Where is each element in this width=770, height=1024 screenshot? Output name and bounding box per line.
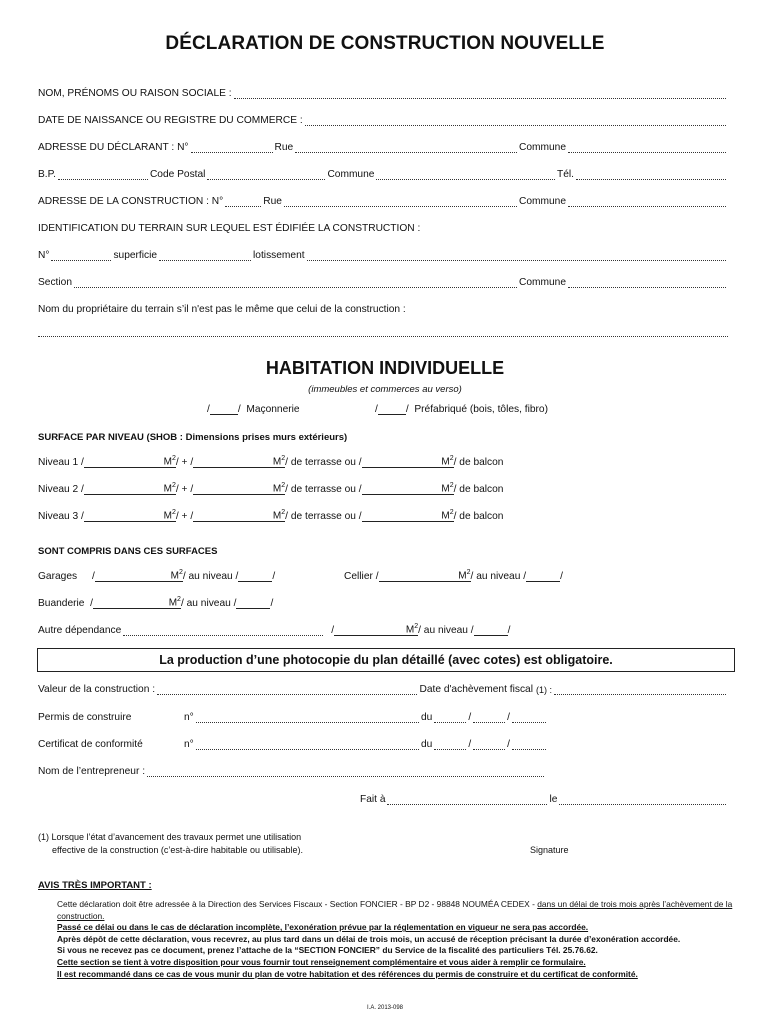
le-label: le [549, 794, 558, 805]
permis-row: Permis de construire n° du / / [38, 712, 548, 723]
niveau-2-extra-input[interactable]: $M^2$ [193, 482, 285, 495]
au-niveau-label: / au niveau / [182, 571, 239, 582]
niveau-2-row: Niveau 2 / $M^2$ / + / $M^2$ / de terrasse ou / $M^2$ / de balcon [38, 482, 504, 495]
niveau-1-label: Niveau 1 [38, 457, 79, 468]
compris-heading: SONT COMPRIS DANS CES SURFACES [38, 546, 218, 557]
niveau-3-label: Niveau 3 [38, 511, 79, 522]
terrain-numero-input[interactable] [51, 251, 111, 261]
note-ref: (1) : [535, 685, 552, 695]
commune4-input[interactable] [568, 278, 726, 288]
valeur-label: Valeur de la construction : [38, 684, 156, 695]
certificat-row: Certificat de conformité n° du / / [38, 739, 548, 750]
date-achevement-input[interactable] [554, 685, 726, 695]
niveau-3-surface-input[interactable]: $M^2$ [84, 509, 176, 522]
bp-input[interactable] [58, 170, 148, 180]
nom-input[interactable] [234, 89, 726, 99]
section-label: Section [38, 277, 72, 288]
entrepreneur-input[interactable] [147, 767, 544, 777]
identification-label: IDENTIFICATION DU TERRAIN SUR LEQUEL EST ÉDIFIÉE LA CONSTRUCTION : [38, 223, 421, 234]
niveau-1-row: Niveau 1 / $M^2$ / + / $M^2$ / de terrasse ou / $M^2$ / de balcon [38, 455, 504, 468]
entrepreneur-row [38, 766, 546, 777]
au-niveau-label: / au niveau / [180, 598, 237, 609]
commune2-label: Commune [327, 169, 375, 180]
fait-input[interactable] [387, 795, 547, 805]
tel-label: Tél. [557, 169, 574, 180]
adresse-declarant-row [38, 142, 728, 153]
section-row [38, 277, 728, 288]
certificat-label: Certificat de conformité [38, 739, 143, 750]
fait-label: Fait à [360, 794, 386, 805]
proprietaire-label: Nom du propriétaire du terrain s’il n'est pas le même que celui de la construction : [38, 304, 406, 315]
surface-heading: SURFACE PAR NIVEAU (SHOB : Dimensions prises murs extérieurs) [38, 432, 348, 443]
garages-niveau-input[interactable] [238, 571, 272, 582]
notice-box: La production d’une photocopie du plan détaillé (avec cotes) est obligatoire. [37, 648, 735, 672]
avis-paragraph-4: Si vous ne recevez pas ce document, prenez l’attache de la “SECTION FONCIER” du Service de la fiscalité des particuliers Tél. 25.76.62. [57, 945, 598, 956]
valeur-row [38, 684, 728, 695]
certificat-du-label: du [420, 739, 433, 750]
niveau-1-terrasse-input[interactable]: $M^2$ [362, 455, 454, 468]
buanderie-surface-input[interactable]: $M^2$ [93, 596, 181, 609]
maconnerie-label: Maçonnerie [246, 404, 300, 415]
naissance-field-row [38, 115, 728, 126]
page-title: DÉCLARATION DE CONSTRUCTION NOUVELLE [165, 33, 605, 54]
commune3-label: Commune [519, 196, 566, 207]
footnote-line1: (1) Lorsque l’état d’avancement des travaux permet une utilisation [38, 832, 302, 842]
permis-annee-input[interactable] [512, 713, 546, 723]
signature-label: Signature [530, 845, 569, 855]
plus-sign: / + / [175, 457, 194, 468]
avis-text [57, 899, 747, 980]
maconnerie-checkbox[interactable] [210, 404, 238, 415]
commune4-label: Commune [519, 277, 566, 288]
adresse-declarant-label: ADRESSE DU DÉCLARANT : N° [38, 142, 189, 153]
bp-label: B.P. [38, 169, 56, 180]
rue2-label: Rue [263, 196, 282, 207]
rue-label: Rue [274, 142, 294, 153]
prefabrique-label: Préfabriqué (bois, tôles, fibro) [414, 404, 548, 415]
permis-n-label: n° [184, 712, 194, 723]
cellier-label: Cellier [344, 571, 373, 582]
cellier-surface-input[interactable]: $M^2$ [379, 569, 471, 582]
code-postal-label: Code Postal [149, 169, 206, 180]
balcon-label: / de balcon [453, 457, 504, 468]
garages-row: Garages / $M^2$ / au niveau / / [38, 569, 276, 582]
permis-numero-input[interactable] [196, 713, 419, 723]
autre-row: Autre dépendance / $M^2$ / au niveau / / [38, 623, 511, 636]
niveau-3-terrasse-input[interactable]: $M^2$ [362, 509, 454, 522]
bp-row [38, 169, 728, 180]
prefabrique-checkbox[interactable] [378, 404, 406, 415]
buanderie-row: Buanderie / $M^2$ / au niveau / / [38, 596, 274, 609]
commune-label: Commune [519, 142, 566, 153]
certificat-jour-input[interactable] [434, 740, 466, 750]
form-reference: I.A. 2013-098 [366, 1005, 404, 1011]
garages-label: Garages [38, 571, 78, 582]
habitation-subtitle: (immeubles et commerces au verso) [308, 384, 462, 395]
naissance-label: DATE DE NAISSANCE OU REGISTRE DU COMMERCE : [38, 115, 303, 126]
autre-surface-input[interactable]: $M^2$ [334, 623, 418, 636]
proprietaire-input[interactable] [38, 330, 728, 337]
permis-jour-input[interactable] [434, 713, 466, 723]
nom-field-row [38, 88, 728, 99]
terrain-numero-label: N° [38, 250, 50, 261]
nom-label: NOM, PRÉNOMS OU RAISON SOCIALE : [38, 88, 232, 99]
avis-paragraph-1: Cette déclaration doit être adressée à la Direction des Services Fiscaux - Section FONCIER - BP D2 - 98848 NOUMÉA CEDEX - dans un délai de trois mois après l’achèvement de la construction. [57, 899, 733, 921]
tel-input[interactable] [576, 170, 726, 180]
naissance-input[interactable] [305, 116, 726, 126]
entrepreneur-label: Nom de l’entrepreneur : [38, 766, 146, 777]
certificat-n-label: n° [184, 739, 194, 750]
avis-paragraph-2: Passé ce délai ou dans le cas de déclaration incomplète, l’exonération prévue par la réglementation en vigueur ne sera pas accordée. [57, 922, 589, 933]
date-achevement-label: Date d'achèvement fiscal [419, 684, 533, 695]
autre-input[interactable] [123, 626, 323, 636]
fait-row [360, 794, 728, 805]
le-input[interactable] [559, 795, 726, 805]
autre-label: Autre dépendance [38, 625, 122, 636]
permis-du-label: du [420, 712, 433, 723]
prefabrique-option: / / Préfabriqué (bois, tôles, fibro) [375, 404, 548, 415]
rue2-input[interactable] [284, 197, 517, 207]
terrain-row [38, 250, 728, 261]
niveau-2-surface-input[interactable]: $M^2$ [84, 482, 176, 495]
au-niveau-label: / au niveau / [418, 625, 474, 636]
lotissement-input[interactable] [307, 251, 726, 261]
balcon-label: / de balcon [453, 484, 504, 495]
rue-input[interactable] [295, 143, 517, 153]
niveau-3-extra-input[interactable]: $M^2$ [193, 509, 285, 522]
commune-input[interactable] [568, 143, 726, 153]
permis-label: Permis de construire [38, 712, 132, 723]
certificat-numero-input[interactable] [196, 740, 419, 750]
valeur-input[interactable] [157, 685, 417, 695]
code-postal-input[interactable] [207, 170, 325, 180]
adresse-construction-row [38, 196, 728, 207]
cellier-niveau-input[interactable] [526, 571, 560, 582]
adresse-numero-input[interactable] [191, 143, 273, 153]
section-input[interactable] [74, 278, 517, 288]
terrasse-label: / de terrasse ou / [285, 484, 362, 495]
certificat-mois-input[interactable] [473, 740, 505, 750]
plus-sign: / + / [175, 511, 194, 522]
superficie-label: superficie [113, 250, 158, 261]
niveau-1-surface-input[interactable]: $M^2$ [84, 455, 176, 468]
adresse-construction-label: ADRESSE DE LA CONSTRUCTION : N° [38, 196, 224, 207]
commune2-input[interactable] [376, 170, 555, 180]
balcon-label: / de balcon [453, 511, 504, 522]
avis-paragraph-6: Il est recommandé dans ce cas de vous munir du plan de votre habitation et des références du permis de construire et du certificat de conformité. [57, 968, 638, 979]
autre-niveau-input[interactable] [474, 625, 508, 636]
permis-mois-input[interactable] [473, 713, 505, 723]
avis-paragraph-3: Après dépôt de cette déclaration, vous recevrez, au plus tard dans un délai de trois mois, un accusé de réception précisant la durée d’exonération accordée. [57, 933, 681, 944]
maconnerie-option: / / Maçonnerie [207, 404, 300, 415]
buanderie-label: Buanderie [38, 598, 85, 609]
niveau-2-label: Niveau 2 [38, 484, 79, 495]
habitation-title: HABITATION INDIVIDUELLE [265, 358, 505, 378]
au-niveau-label: / au niveau / [470, 571, 527, 582]
terrasse-label: / de terrasse ou / [285, 511, 362, 522]
avis-paragraph-5: Cette section se tient à votre disposition pour vous fournir tout renseignement complémentaire et vous aider à remplir ce formulaire. [57, 956, 586, 967]
niveau-1-extra-input[interactable]: $M^2$ [193, 455, 285, 468]
niveau-3-row: Niveau 3 / $M^2$ / + / $M^2$ / de terrasse ou / $M^2$ / de balcon [38, 509, 504, 522]
commune3-input[interactable] [568, 197, 726, 207]
construction-numero-input[interactable] [225, 197, 261, 207]
niveau-2-terrasse-input[interactable]: $M^2$ [362, 482, 454, 495]
plus-sign: / + / [175, 484, 194, 495]
footnote-line2: effective de la construction (c’est-à-dire habitable ou utilisable). [52, 845, 303, 855]
terrasse-label: / de terrasse ou / [285, 457, 362, 468]
cellier-row: Cellier / $M^2$ / au niveau / / [344, 569, 563, 582]
garages-surface-input[interactable]: $M^2$ [95, 569, 183, 582]
buanderie-niveau-input[interactable] [236, 598, 270, 609]
lotissement-label: lotissement [253, 250, 305, 261]
avis-heading: AVIS TRÈS IMPORTANT : [38, 880, 152, 891]
certificat-annee-input[interactable] [512, 740, 546, 750]
superficie-input[interactable] [159, 251, 251, 261]
